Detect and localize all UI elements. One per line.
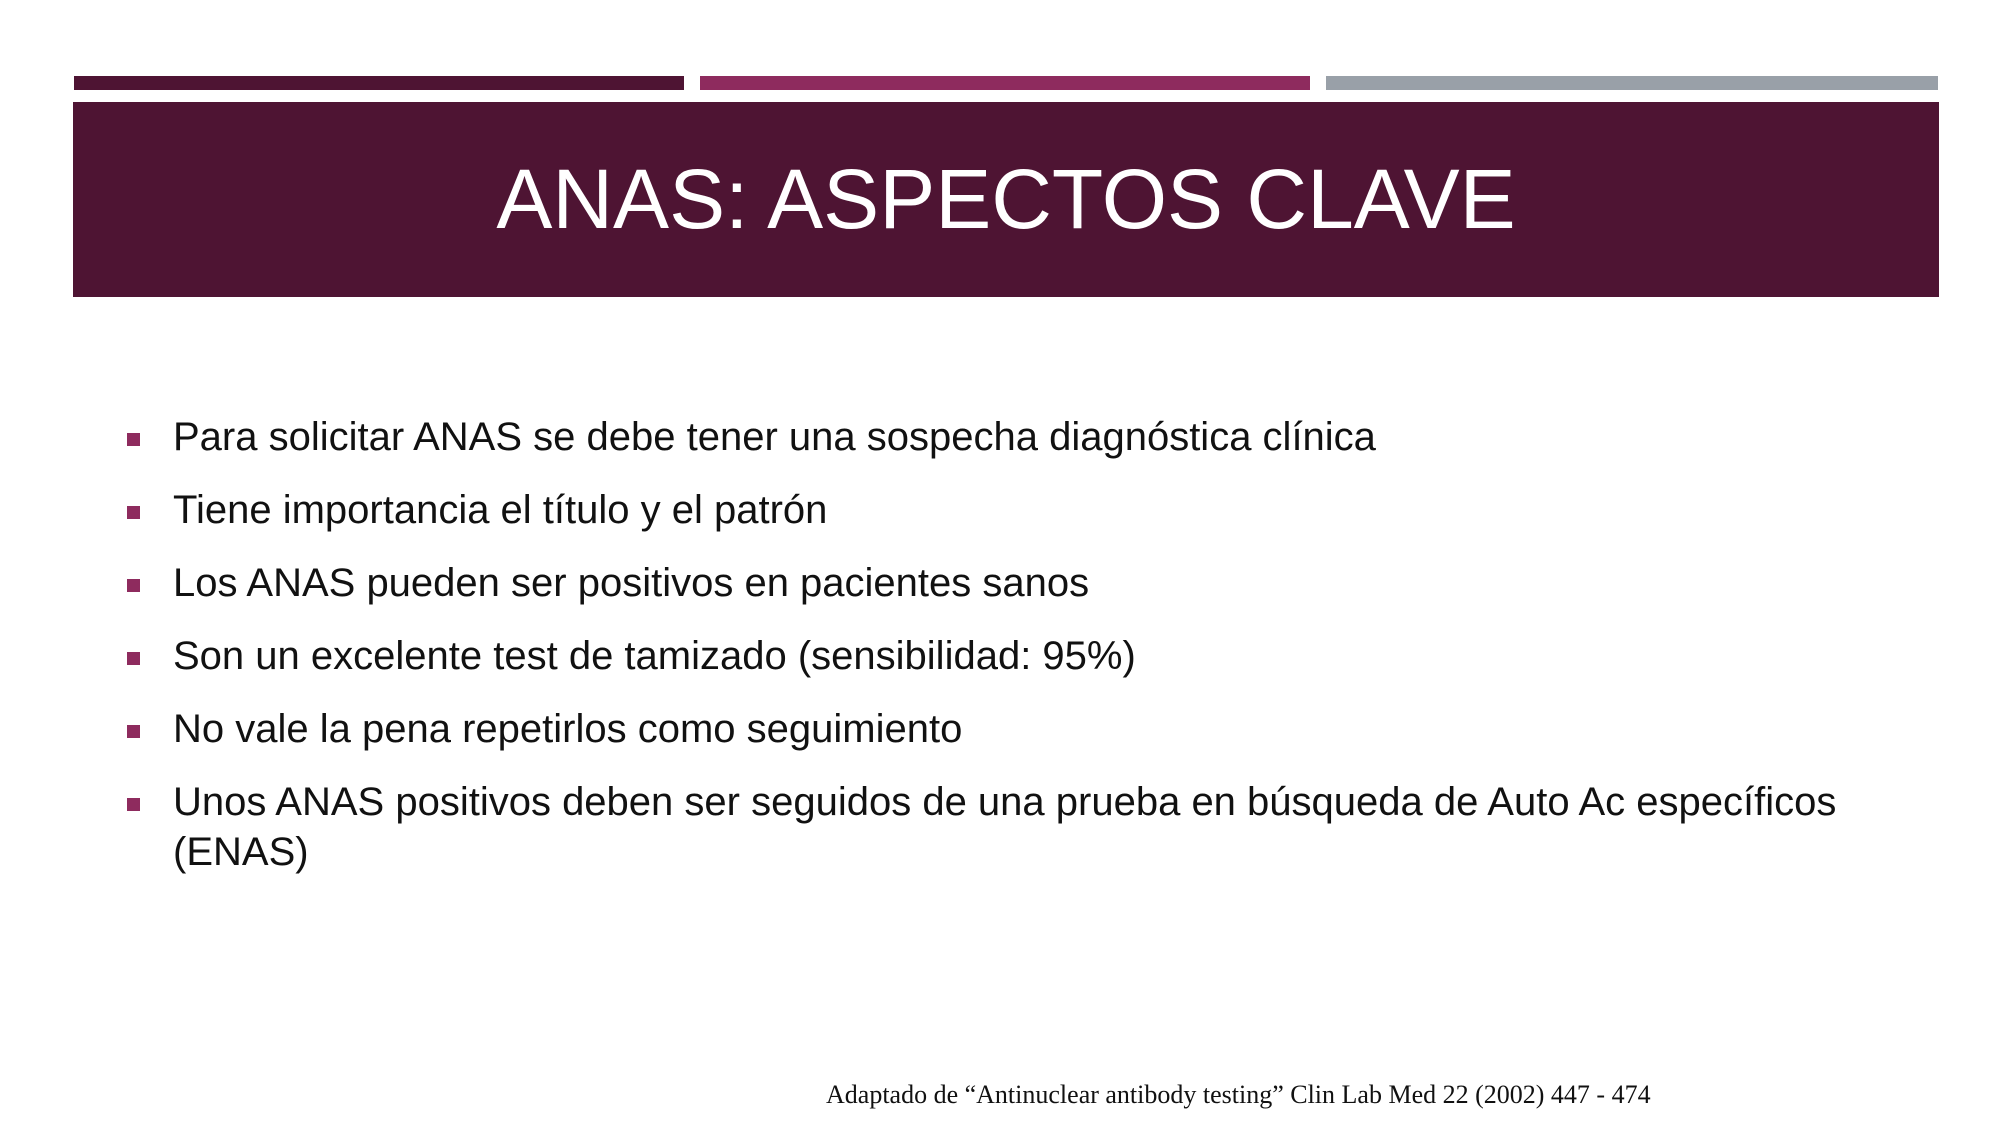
- top-accent-bar-magenta: [700, 76, 1310, 90]
- bullet-item: [122, 631, 1862, 681]
- source-citation: Adaptado de “Antinuclear antibody testing” Clin Lab Med 22 (2002) 447 - 474: [826, 1080, 1651, 1109]
- bullet-text: Para solicitar ANAS se debe tener una sospecha diagnóstica clínica: [173, 415, 1376, 459]
- square-bullet-icon: [127, 798, 140, 811]
- square-bullet-icon: [127, 433, 140, 446]
- top-accent-bar-dark: [74, 76, 684, 90]
- slide-title: ANAS: ASPECTOS CLAVE: [496, 152, 1516, 246]
- bullet-text: Unos ANAS positivos deben ser seguidos de una prueba en búsqueda de Auto Ac específicos (ENAS): [173, 780, 1837, 874]
- top-accent-bar-gray: [1326, 76, 1938, 90]
- bullet-item: [122, 777, 1862, 877]
- bullet-text: No vale la pena repetirlos como seguimiento: [173, 707, 963, 751]
- title-banner: [73, 102, 1939, 297]
- bullet-item: [122, 558, 1862, 608]
- bullet-item: [122, 485, 1862, 535]
- bullet-list: [122, 412, 1862, 900]
- square-bullet-icon: [127, 652, 140, 665]
- bullet-text: Los ANAS pueden ser positivos en pacientes sanos: [173, 561, 1090, 605]
- square-bullet-icon: [127, 579, 140, 592]
- bullet-item: [122, 412, 1862, 462]
- bullet-item: [122, 704, 1862, 754]
- square-bullet-icon: [127, 725, 140, 738]
- bullet-text: Tiene importancia el título y el patrón: [173, 488, 828, 532]
- bullet-text: Son un excelente test de tamizado (sensibilidad: 95%): [173, 634, 1136, 678]
- square-bullet-icon: [127, 506, 140, 519]
